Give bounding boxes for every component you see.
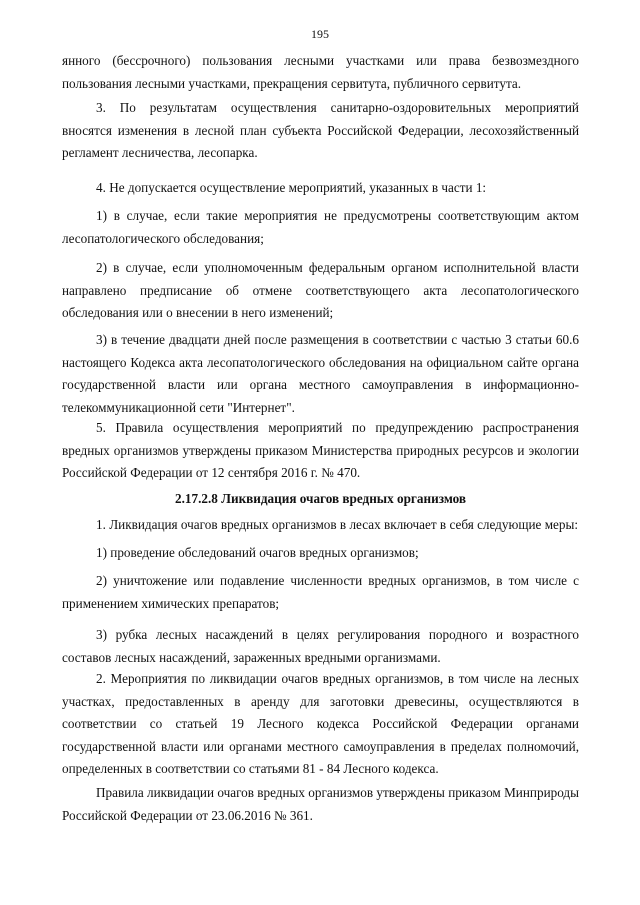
section-rules-paragraph: Правила ликвидации очагов вредных организмов утверждены приказом Минприроды Российской Федерации от 23.06.2016 № 361. xyxy=(62,785,580,823)
section-paragraph-2: 2. Мероприятия по ликвидации очагов вредных организмов, в том числе на лесных участках, предоставленных в аренду для заготовки древесины, осуществляются в соответствии со статьей 19 Лесного кодекса Российской Федерации органами государственной власти или органами местного самоуправления в пределах полномочий, определенных в соответствии со статьями 81 - 84 Лесного кодекса. xyxy=(62,671,579,777)
section-item-3: 3) рубка лесных насаждений в целях регулирования породного и возрастного составов лесных насаждений, зараженных вредными организмами. xyxy=(62,627,579,665)
paragraph-4-item-3: 3) в течение двадцати дней после размещения в соответствии с частью 3 статьи 60.6 настоящего Кодекса акта лесопатологического обследования на официальном сайте органа государственной власти или органа местного самоуправления в информационно-телекоммуникационной сети "Интернет". xyxy=(62,332,579,415)
paragraph-4-item-1: 1) в случае, если такие мероприятия не предусмотрены соответствующим актом лесопатологического обследования; xyxy=(62,208,579,246)
paragraph-5: 5. Правила осуществления мероприятий по предупреждению распространения вредных организмов утверждены приказом Министерства природных ресурсов и экологии Российской Федерации от 12 сентября 2016 г. № 470. xyxy=(62,420,579,481)
section-item-2: 2) уничтожение или подавление численности вредных организмов, в том числе с применением химических препаратов; xyxy=(62,573,579,611)
page-number: 195 xyxy=(311,27,329,41)
section-heading: 2.17.2.8 Ликвидация очагов вредных организмов xyxy=(174,491,467,506)
section-paragraph-1: 1. Ликвидация очагов вредных организмов в лесах включает в себя следующие меры: xyxy=(96,517,579,532)
paragraph-3: 3. По результатам осуществления санитарно-оздоровительных мероприятий вносятся изменения в лесной план субъекта Российской Федерации, лесохозяйственный регламент лесничества, лесопарка. xyxy=(62,100,579,161)
paragraph-4: 4. Не допускается осуществление мероприятий, указанных в части 1: xyxy=(96,180,487,195)
section-item-1: 1) проведение обследований очагов вредных организмов; xyxy=(96,545,419,560)
paragraph-continuation: янного (бессрочного) пользования лесными участками или права безвозмездного пользования лесными участками, прекращения сервитута, публичного сервитута. xyxy=(62,53,579,91)
paragraph-4-item-2: 2) в случае, если уполномоченным федеральным органом исполнительной власти направлено предписание об отмене соответствующего акта лесопатологического обследования или о внесении в него изменений; xyxy=(62,260,579,321)
